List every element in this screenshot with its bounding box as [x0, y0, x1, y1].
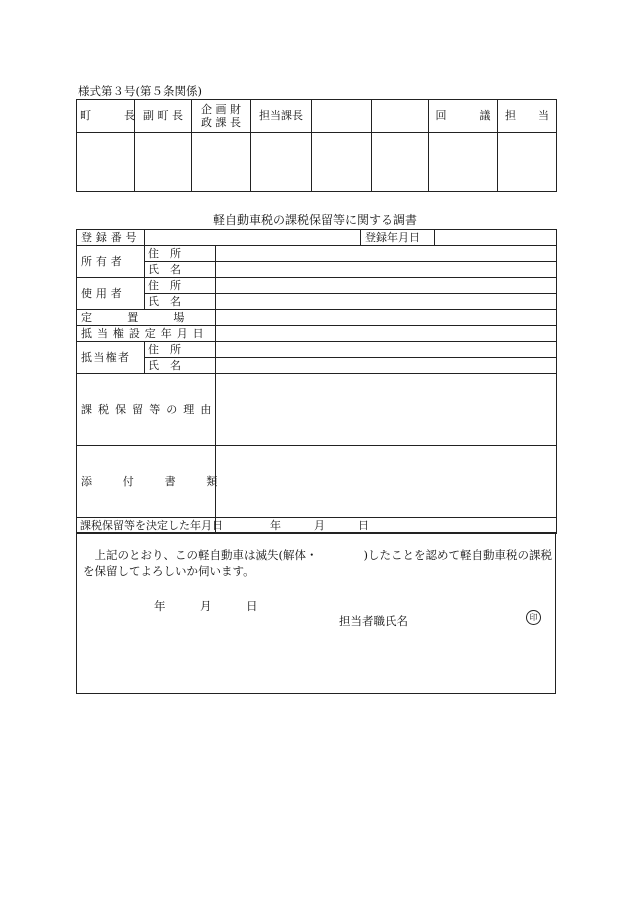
stamp-cell[interactable] — [429, 133, 498, 192]
seal-icon: 印 — [526, 610, 541, 625]
document-title: 軽自動車税の課税保留等に関する調書 — [212, 213, 417, 227]
approval-header-section-chief: 担当課長 — [251, 100, 312, 133]
storage-place-row — [77, 310, 557, 326]
statement-box — [76, 532, 556, 694]
owner-address-label: 住 所 — [145, 246, 216, 262]
approval-header-planning-finance-chief: 企 画 財 政 課 長 — [192, 100, 251, 133]
decision-date-value[interactable]: 年 月 日 — [216, 518, 557, 534]
mortgagee-name-field[interactable] — [216, 358, 557, 374]
user-name-field[interactable] — [216, 294, 557, 310]
registration-date-label: 登録年月日 — [361, 230, 435, 246]
approval-header-row — [77, 100, 557, 133]
registration-number-field[interactable] — [145, 230, 361, 246]
user-address-field[interactable] — [216, 278, 557, 294]
stamp-cell[interactable] — [312, 133, 372, 192]
approval-header-deputy-mayor: 副 町 長 — [135, 100, 192, 133]
mortgagee-address-row — [77, 342, 557, 358]
registration-date-field[interactable] — [435, 230, 557, 246]
user-address-label: 住 所 — [145, 278, 216, 294]
registration-row — [77, 230, 557, 246]
attachments-label: 添付書類 — [77, 446, 216, 518]
stamp-cell[interactable] — [372, 133, 429, 192]
user-name-row — [77, 294, 557, 310]
approval-header-blank-1 — [312, 100, 372, 133]
mortgagee-label: 抵当権者 — [77, 342, 145, 374]
attachments-field[interactable] — [216, 446, 557, 518]
attachments-row — [77, 446, 557, 518]
stamp-cell[interactable] — [498, 133, 557, 192]
statement-text: 上記のとおり、この軽自動車は滅失(解体・ )したことを認めて軽自動車税の課税を保留してよろしいか伺います。 — [83, 548, 552, 578]
stamp-cell[interactable] — [251, 133, 312, 192]
reason-label: 課税保留等の理由 — [77, 374, 216, 446]
mortgagee-name-label: 氏 名 — [145, 358, 216, 374]
mortgage-date-row — [77, 326, 557, 342]
owner-name-row — [77, 262, 557, 278]
user-label: 使用者 — [77, 278, 145, 310]
record-table — [76, 229, 557, 534]
mortgagee-name-row — [77, 358, 557, 374]
storage-place-label: 定置場 — [77, 310, 216, 326]
approval-header-staff: 担 当 — [498, 100, 557, 133]
user-address-row — [77, 278, 557, 294]
user-name-label: 氏 名 — [145, 294, 216, 310]
stamp-cell[interactable] — [135, 133, 192, 192]
mortgage-date-field[interactable] — [216, 326, 557, 342]
approval-stamp-row — [77, 133, 557, 192]
reason-row — [77, 374, 557, 446]
approval-header-circulation: 回 議 — [429, 100, 498, 133]
owner-address-field[interactable] — [216, 246, 557, 262]
stamp-cell[interactable] — [77, 133, 135, 192]
owner-label: 所有者 — [77, 246, 145, 278]
approval-header-blank-2 — [372, 100, 429, 133]
approval-table — [76, 99, 557, 192]
stamp-cell[interactable] — [192, 133, 251, 192]
signer-label: 担当者職氏名 — [339, 614, 408, 628]
reason-field[interactable] — [216, 374, 557, 446]
mortgage-date-label: 抵当権設定年月日 — [77, 326, 216, 342]
owner-address-row — [77, 246, 557, 262]
approval-header-mayor: 町 長 — [77, 100, 135, 133]
decision-date-label: 課税保留等を決定した年月日 — [77, 518, 216, 534]
registration-number-label: 登録番号 — [77, 230, 145, 246]
mortgagee-address-field[interactable] — [216, 342, 557, 358]
form-number: 様式第３号(第５条関係) — [78, 84, 202, 98]
owner-name-field[interactable] — [216, 262, 557, 278]
owner-name-label: 氏 名 — [145, 262, 216, 278]
statement-date[interactable]: 年 月 日 — [154, 599, 258, 613]
storage-place-field[interactable] — [216, 310, 557, 326]
mortgagee-address-label: 住 所 — [145, 342, 216, 358]
